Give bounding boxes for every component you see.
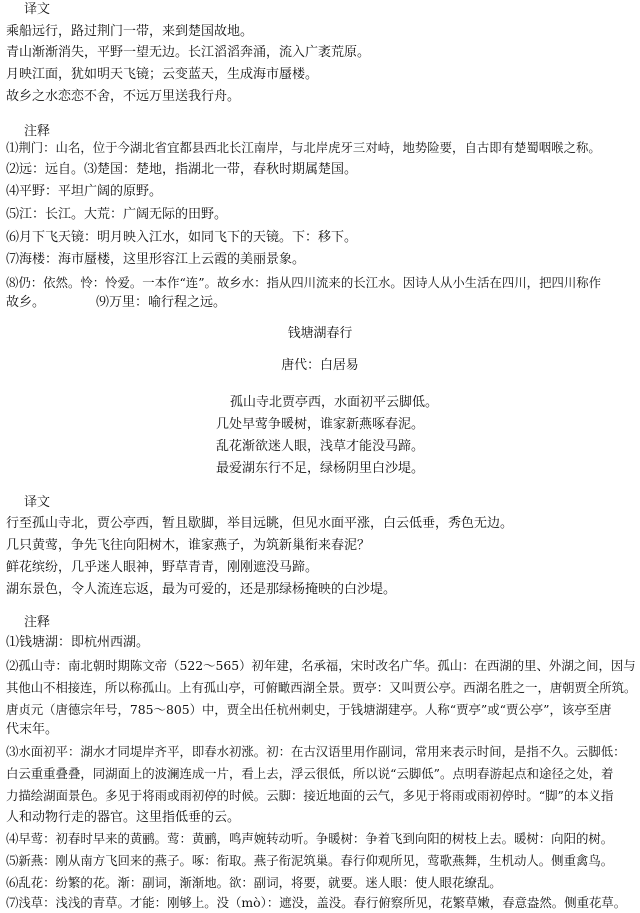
translation-line: 行至孤山寺北，贾公亭西，暂且歇脚，举目远眺，但见水面平涨，白云低垂，秀色无边。: [6, 516, 514, 531]
note-line: 其他山不相接连，所以称孤山。上有孤山亭，可俯瞰西湖全景。贾亭：又叫贾公亭。西湖名胜之一，唐朝贾全所筑。: [6, 681, 637, 695]
section-heading-notes: 注释: [24, 615, 51, 630]
note-line: ⑵远：远自。⑶楚国：楚地，指湖北一带，春秋时期属楚国。: [6, 162, 358, 177]
poem-author: 唐代：白居易: [281, 358, 359, 373]
note-line: 白云重重叠叠，同湖面上的波澜连成一片，看上去，浮云很低，所以说“云脚低”。点明春游起点和途径之处，着: [6, 766, 614, 781]
note-line: ⑴钱塘湖：即杭州西湖。: [6, 635, 150, 650]
section-heading-notes: 注释: [24, 124, 51, 139]
note-line: 唐贞元（唐德宗年号，785～805）中，贾全出任杭州刺史，于钱塘湖建亭。人称“贾亭”或“贾公亭”，该亭至唐: [6, 702, 612, 717]
note-line: 故乡。: [6, 295, 46, 310]
note-line: ⑷早莺：初春时早来的黄鹂。莺：黄鹂，鸣声婉转动听。争暖树：争着飞到向阳的树枝上去。暖树：向阳的树。: [6, 831, 614, 846]
translation-line: 乘船远行，路过荆门一带，来到楚国故地。: [6, 24, 254, 39]
translation-line: 故乡之水恋恋不舍，不远万里送我行舟。: [6, 89, 241, 104]
note-line: 代末年。: [6, 722, 59, 737]
section-heading-translation: 译文: [24, 2, 51, 17]
poem-line: 最爱湖东行不足，绿杨阴里白沙堤。: [216, 461, 425, 476]
poem-line: 几处早莺争暖树，谁家新燕啄春泥。: [216, 417, 425, 432]
note-line: 人和动物行走的器官。这里指低垂的云。: [6, 810, 241, 825]
translation-line: 月映江面，犹如明天飞镜；云变蓝天，生成海市蜃楼。: [6, 67, 319, 82]
note-line: ⑻仍：依然。怜：怜爱。一本作“连”。故乡水：指从四川流来的长江水。因诗人从小生活在四川，把四川称作: [6, 275, 602, 290]
note-line: ⑴荆门：山名，位于今湖北省宜都县西北长江南岸，与北岸虎牙三对峙，地势险要，自古即有楚蜀咽喉之称。: [6, 140, 601, 155]
note-line: ⑹月下飞天镜：明月映入江水，如同飞下的天镜。下：移下。: [6, 230, 358, 245]
note-line: ⑵孤山寺：南北朝时期陈文帝（522～565）初年建，名承福，宋时改名广华。孤山：在西湖的里、外湖之间，因与: [6, 658, 636, 673]
poem-line: 乱花渐欲迷人眼，浅草才能没马蹄。: [216, 439, 425, 454]
translation-line: 鲜花缤纷，几乎迷人眼神，野草青青，刚刚遮没马蹄。: [6, 560, 319, 575]
note-line: ⑶水面初平：湖水才同堤岸齐平，即春水初涨。初：在古汉语里用作副词，常用来表示时间，是指不久。云脚低：: [6, 744, 626, 759]
section-heading-translation: 译文: [24, 495, 51, 510]
note-line: ⑷平野：平坦广阔的原野。: [6, 184, 163, 199]
poem-line: 孤山寺北贾亭西，水面初平云脚低。: [230, 395, 439, 410]
note-line: ⑼万里：喻行程之远。: [96, 295, 227, 310]
note-line: ⑹乱花：纷繁的花。渐：副词，渐渐地。欲：副词，将要，就要。迷人眼：使人眼花缭乱。: [6, 875, 502, 890]
note-line: ⑸江：长江。大荒：广阔无际的田野。: [6, 207, 228, 222]
translation-line: 几只黄莺，争先飞往向阳树木，谁家燕子，为筑新巢衔来春泥？: [6, 538, 371, 553]
note-line: ⑺海楼：海市蜃楼，这里形容江上云霞的美丽景象。: [6, 252, 306, 267]
note-line: ⑺浅草：浅浅的青草。才能：刚够上。没（mò）：遮没，盖没。春行俯察所见，花繁草嫩，春意盎然。侧重花草。: [6, 895, 627, 910]
poem-title: 钱塘湖春行: [287, 326, 353, 341]
note-line: ⑸新燕：刚从南方飞回来的燕子。啄：衔取。燕子衔泥筑巢。春行仰观所见，莺歌燕舞，生机动人。侧重禽鸟。: [6, 853, 614, 868]
translation-line: 青山渐渐消失，平野一望无边。长江滔滔奔涌，流入广袤荒原。: [6, 45, 371, 60]
note-line: 力描绘湖面景色。多见于将雨或雨初停的时候。云脚：接近地面的云气，多见于将雨或雨初停时。“脚”的本义指: [6, 788, 614, 803]
translation-line: 湖东景色，令人流连忘返，最为可爱的，还是那绿杨掩映的白沙堤。: [6, 582, 397, 597]
